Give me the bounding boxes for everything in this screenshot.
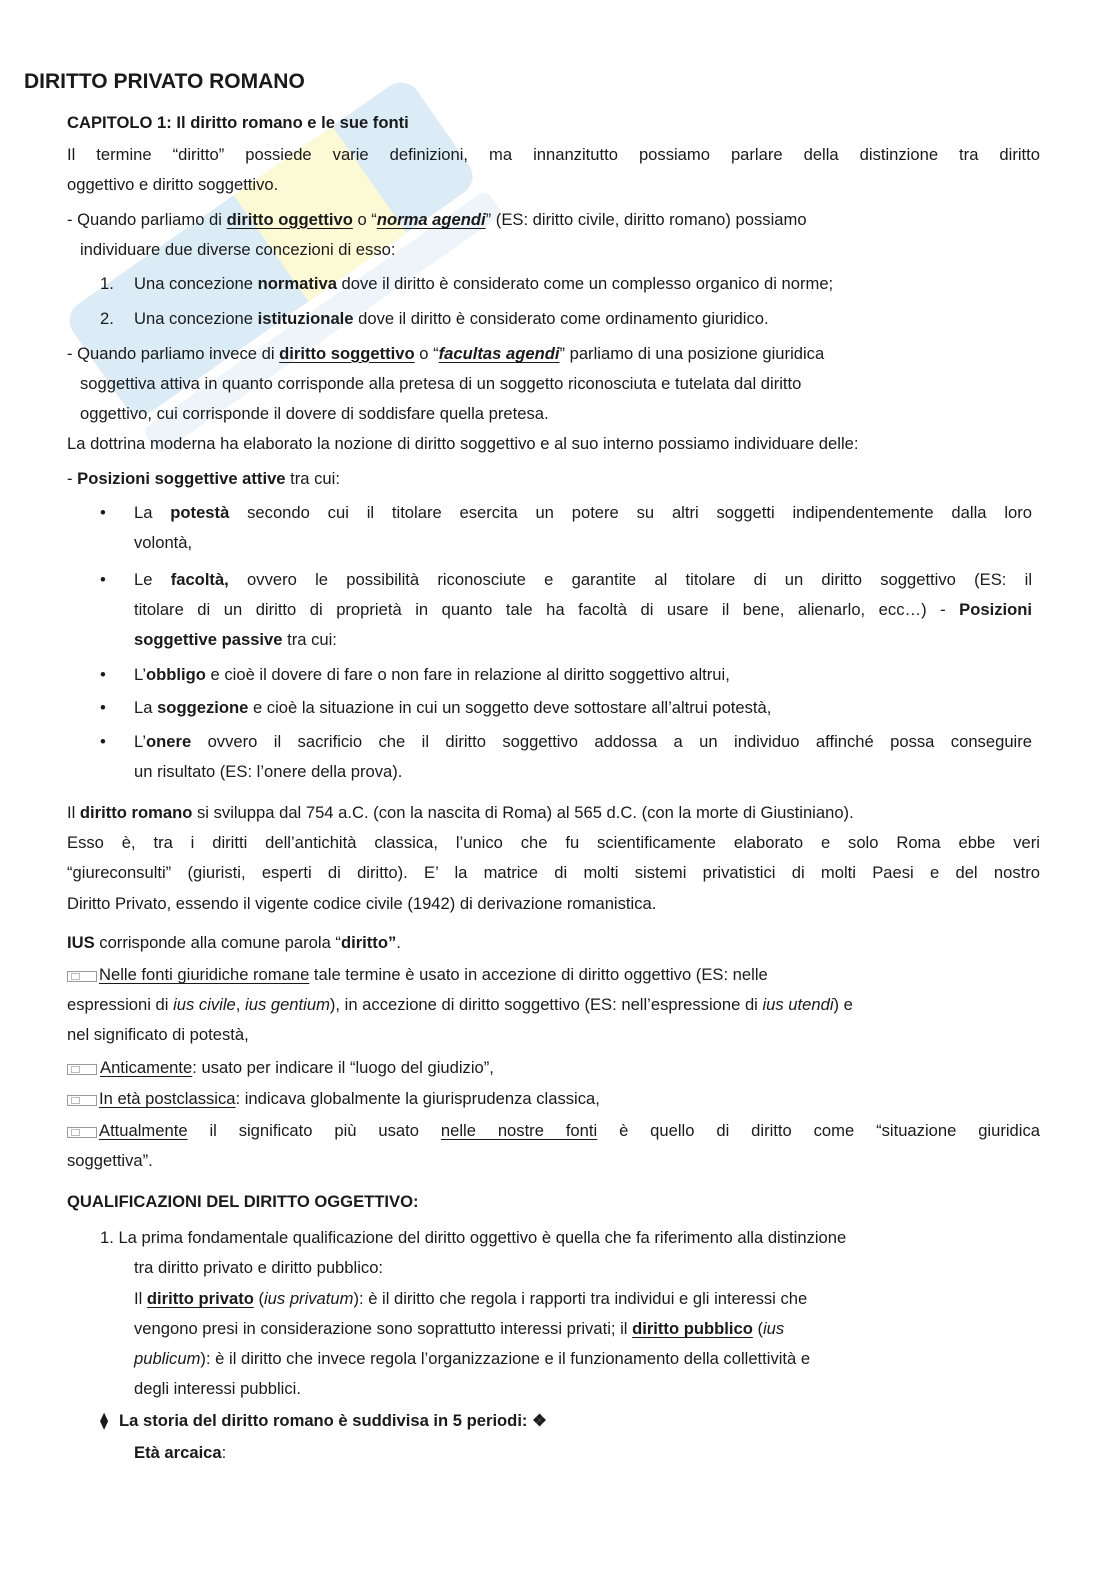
bullet-item [134, 730, 1032, 754]
bullet-icon: • [100, 503, 106, 522]
text-run: Una concezione [134, 274, 258, 293]
section-heading [67, 1190, 419, 1214]
text-run: soggettiva”. [67, 1151, 153, 1170]
text-run: Nelle fonti giuridiche romane [99, 965, 310, 984]
bullet-item-cont [134, 598, 1032, 622]
text-run: o “ [414, 344, 439, 363]
paragraph-line [80, 238, 395, 262]
text-run: Il termine “diritto” possiede varie definizioni, ma innanzitutto possiamo parlare della distinzione tra diritto [67, 145, 1040, 164]
paragraph-line [67, 1149, 153, 1173]
italic-text: ius [762, 1319, 785, 1338]
text-run: Il [134, 1289, 147, 1308]
bullet-icon: • [100, 732, 106, 751]
italic-text: ius gentium [245, 995, 330, 1014]
paragraph-line [134, 1317, 784, 1341]
bold-text: norma agendi [376, 210, 486, 229]
bold-text: diritto romano [79, 803, 193, 822]
text-run: soggettiva attiva in quanto corrisponde alla pretesa di un soggetto riconosciuta e tutelata dal diritto [80, 374, 802, 393]
checkbox-item [100, 1056, 494, 1080]
list-number: 1. [100, 274, 114, 293]
bullet-item-cont [134, 760, 402, 784]
bullet-icon: • [100, 665, 106, 684]
italic-text: ius utendi [762, 995, 834, 1014]
text-run: nelle nostre fonti [440, 1121, 598, 1140]
text-run: : indicava globalmente la giurisprudenza classica, [235, 1089, 600, 1108]
bold-text: istituzionale [257, 309, 354, 328]
text-run: ” parliamo di una posizione giuridica [559, 344, 825, 363]
text-run: ( [253, 1289, 264, 1308]
paragraph-line [67, 801, 854, 825]
text-run: dove il diritto è considerato come ordinamento giuridico. [353, 309, 769, 328]
text-run: oggettivo, cui corrisponde il dovere di soddisfare quella pretesa. [80, 404, 549, 423]
bullet-item [134, 663, 730, 687]
text-run: ovvero il sacrificio che il diritto soggettivo addossa a un individuo affinché possa conseguire [191, 732, 1032, 751]
text-run: - [67, 469, 78, 488]
bold-text: CAPITOLO 1: Il diritto romano e le sue fonti [67, 113, 409, 132]
text-run: 1. La prima fondamentale qualificazione del diritto oggettivo è quella che fa riferimento alla distinzione [100, 1228, 847, 1247]
paragraph-line [134, 1256, 383, 1280]
periods-heading [119, 1409, 547, 1433]
bullet-item [134, 501, 1032, 525]
text-run: La [134, 698, 158, 717]
bold-text: Età arcaica [134, 1443, 222, 1462]
bold-text: normativa [257, 274, 337, 293]
checkbox-item [99, 1087, 600, 1111]
paragraph-line [67, 342, 824, 366]
bold-text: IUS [67, 933, 95, 952]
italic-text: ius civile [173, 995, 236, 1014]
text-run: ( [752, 1319, 763, 1338]
text-run: titolare di un diritto di proprietà in quanto tale ha facoltà di usare il bene, alienarlo, ecc…) - [134, 600, 960, 619]
text-run: secondo cui il titolare esercita un potere su altri soggetti indipendentemente dalla loro [229, 503, 1032, 522]
text-run: e cioè il dovere di fare o non fare in relazione al diritto soggettivo altrui, [205, 665, 730, 684]
paragraph-line [67, 892, 656, 916]
paragraph-line [134, 1287, 807, 1311]
bold-text: facoltà, [170, 570, 229, 589]
bullet-item-cont [134, 628, 337, 652]
embedded-object-icon [67, 1064, 97, 1075]
text-run: In età postclassica [99, 1089, 236, 1108]
text-run: tale termine è usato in accezione di diritto oggettivo (ES: nelle [309, 965, 768, 984]
paragraph-line [67, 208, 807, 232]
text-run: ), in accezione di diritto soggettivo (ES: nell’espressione di [329, 995, 763, 1014]
diamond-bullet-icon: ⧫ [100, 1411, 109, 1430]
text-run: degli interessi pubblici. [134, 1379, 301, 1398]
text-run: volontà, [134, 533, 193, 552]
bullet-item-cont [134, 531, 192, 555]
text-run: e cioè la situazione in cui un soggetto deve sottostare all’altrui potestà, [248, 698, 772, 717]
text-run: vengono presi in considerazione sono soprattutto interessi privati; il [134, 1319, 633, 1338]
bullet-item [134, 568, 1032, 592]
text-run: ovvero le possibilità riconosciute e garantite al titolare di un diritto soggettivo (ES: il [228, 570, 1032, 589]
text-run: - Quando parliamo di [67, 210, 227, 229]
paragraph-line [67, 467, 340, 491]
text-run: L’ [134, 665, 146, 684]
paragraph-line [67, 831, 1040, 855]
text-run: - Quando parliamo invece di [67, 344, 280, 363]
embedded-object-icon [67, 971, 97, 982]
text-run: Esso è, tra i diritti dell’antichità classica, l’unico che fu scientificamente elaborato e solo Roma ebbe veri [67, 833, 1040, 852]
paragraph-line [67, 993, 853, 1017]
text-run: Anticamente [100, 1058, 193, 1077]
bold-text: DIRITTO PRIVATO ROMANO [24, 70, 305, 93]
paragraph-line [67, 432, 858, 456]
text-run: tra diritto privato e diritto pubblico: [134, 1258, 384, 1277]
bold-text: diritto privato [146, 1289, 254, 1308]
bold-text: soggezione [157, 698, 249, 717]
text-run: corrisponde alla comune parola “ [94, 933, 341, 952]
text-run: ” (ES: diritto civile, diritto romano) possiamo [485, 210, 807, 229]
text-run: , [235, 995, 246, 1014]
text-run: Le [134, 570, 171, 589]
text-run: tra cui: [282, 630, 337, 649]
text-run: si sviluppa dal 754 a.C. (con la nascita di Roma) al 565 d.C. (con la morte di Giustiniano). [192, 803, 854, 822]
text-run: o “ [352, 210, 377, 229]
bold-text: Posizioni soggettive attive [77, 469, 286, 488]
bullet-icon: • [100, 570, 106, 589]
paragraph-line [134, 1347, 810, 1371]
text-run: nel significato di potestà, [67, 1025, 249, 1044]
text-run: La dottrina moderna ha elaborato la nozione di diritto soggettivo e al suo interno possiamo individuare delle: [67, 434, 859, 453]
text-run: ): è il diritto che regola i rapporti tra individui e gli interessi che [353, 1289, 808, 1308]
paragraph-line [67, 143, 1040, 167]
bold-text: Posizioni [959, 600, 1032, 619]
numbered-item [100, 1226, 846, 1250]
italic-text: ius privatum [264, 1289, 354, 1308]
text-run: . [396, 933, 401, 952]
paragraph-line [67, 1023, 249, 1047]
bold-text: La storia del diritto romano è suddivisa in 5 periodi: ❖ [119, 1411, 547, 1430]
text-run: L’ [134, 732, 146, 751]
paragraph-line [67, 861, 1040, 885]
list-number: 2. [100, 309, 114, 328]
bold-text: diritto” [340, 933, 397, 952]
paragraph-line [80, 402, 549, 426]
bold-text: soggettive passive [134, 630, 283, 649]
period-label [134, 1441, 226, 1465]
text-run: il significato più usato [187, 1121, 441, 1140]
bold-text: diritto pubblico [632, 1319, 753, 1338]
bold-text: onere [146, 732, 192, 751]
text-run: un risultato (ES: l’onere della prova). [134, 762, 403, 781]
checkbox-item [99, 963, 768, 987]
checkbox-item [99, 1119, 1040, 1143]
bold-text: obbligo [146, 665, 206, 684]
text-run: individuare due diverse concezioni di esso: [80, 240, 396, 259]
document-title [24, 70, 305, 94]
text-run: : [221, 1443, 227, 1462]
embedded-object-icon [67, 1095, 97, 1106]
text-run: La [134, 503, 171, 522]
text-run: Diritto Privato, essendo il vigente codice civile (1942) di derivazione romanistica. [67, 894, 657, 913]
text-run: ) e [833, 995, 853, 1014]
text-run: espressioni di [67, 995, 174, 1014]
bullet-item [134, 696, 771, 720]
italic-text: publicum [134, 1349, 201, 1368]
text-run: Attualmente [99, 1121, 188, 1140]
paragraph-line [134, 1377, 301, 1401]
bold-text: diritto soggettivo [279, 344, 415, 363]
text-run: dove il diritto è considerato come un complesso organico di norme; [336, 274, 834, 293]
text-run: oggettivo e diritto soggettivo. [67, 175, 279, 194]
text-run: ): è il diritto che invece regola l’organizzazione e il funzionamento della collettività e [200, 1349, 811, 1368]
bold-text: QUALIFICAZIONI DEL DIRITTO OGGETTIVO: [67, 1192, 419, 1211]
bold-text: potestà [170, 503, 230, 522]
bold-text: facultas agendi [438, 344, 560, 363]
text-run: è quello di diritto come “situazione giuridica [597, 1121, 1040, 1140]
text-run: Una concezione [134, 309, 258, 328]
paragraph-line [80, 372, 801, 396]
text-run: Il [67, 803, 80, 822]
bullet-icon: • [100, 698, 106, 717]
chapter-heading [67, 111, 409, 135]
text-run: : usato per indicare il “luogo del giudizio”, [192, 1058, 494, 1077]
bold-text: diritto oggettivo [226, 210, 353, 229]
paragraph-line [67, 173, 278, 197]
numbered-item [134, 307, 769, 331]
embedded-object-icon [67, 1127, 97, 1138]
text-run: tra cui: [285, 469, 340, 488]
text-run: “giureconsulti” (giuristi, esperti di diritto). E’ la matrice di molti sistemi privatistici di molti Paesi e del nostro [67, 863, 1040, 882]
paragraph-line [67, 931, 401, 955]
numbered-item [134, 272, 833, 296]
